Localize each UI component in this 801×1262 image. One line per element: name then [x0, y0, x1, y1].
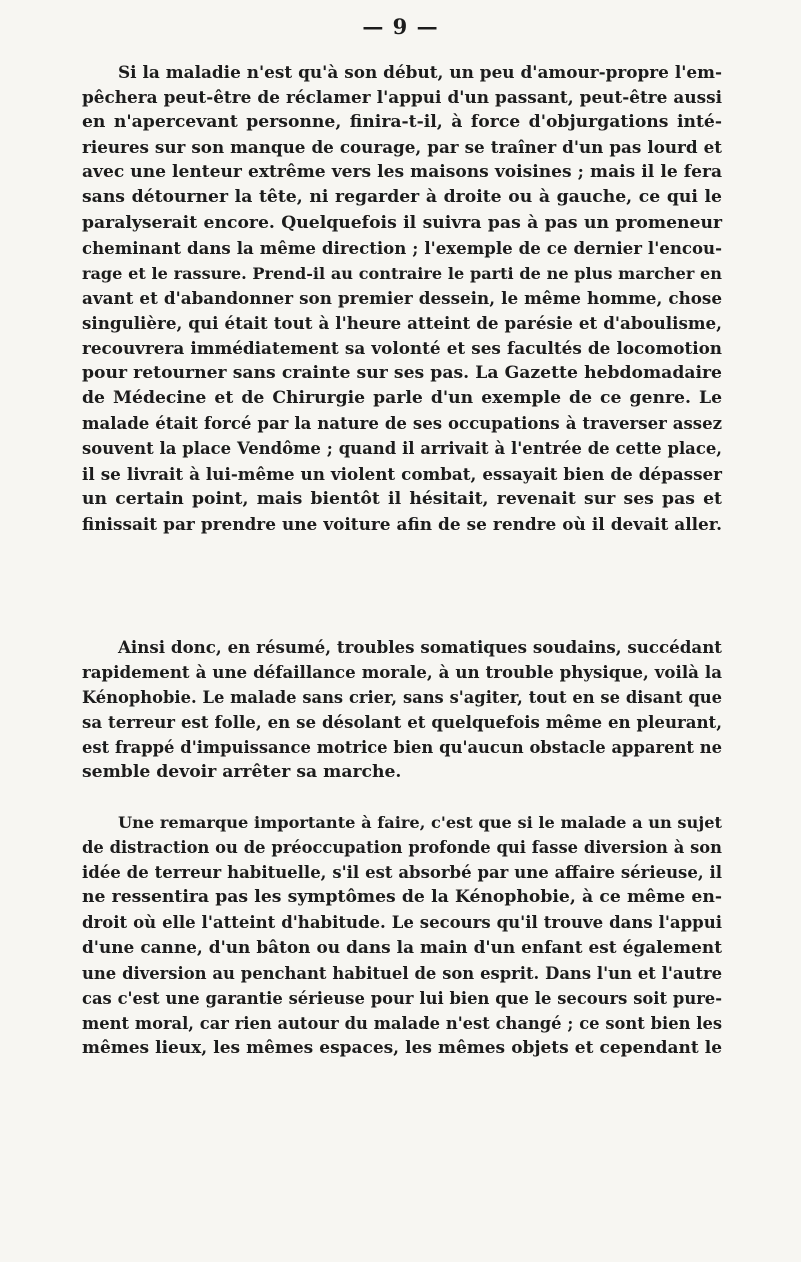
text-line: finissait par prendre une voiture afin de se rendre où il devait aller. [82, 513, 722, 534]
text-line: sans détourner la tête, ni regarder à droite ou à gauche, ce qui le [82, 187, 722, 208]
text-line: Une remarque importante à faire, c'est que si le malade a un sujet [118, 813, 722, 832]
paragraph-1 [82, 60, 722, 537]
text-line: idée de terreur habituelle, s'il est absorbé par une affaire sérieuse, il [82, 863, 722, 883]
text-line: singulière, qui était tout à l'heure atteint de parésie et d'aboulisme, [82, 312, 722, 333]
text-line: ment moral, car rien autour du malade n'est changé ; ce sont bien les [82, 1013, 722, 1033]
text-line: semble devoir arrêter sa marche. [82, 762, 402, 783]
text-line: malade était forcé par la nature de ses occupations à traverser assez [82, 413, 722, 434]
text-line: Si la maladie n'est qu'à son début, un peu d'amour-propre l'em- [118, 62, 722, 82]
text-line: un certain point, mais bientôt il hésitait, revenait sur ses pas et [82, 488, 722, 509]
text-line: droit où elle l'atteint d'habitude. Le secours qu'il trouve dans l'appui [82, 912, 722, 933]
text-line: Ainsi donc, en résumé, troubles somatiques soudains, succédant [118, 637, 722, 657]
text-line: pêchera peut-être de réclamer l'appui d'un passant, peut-être aussi [82, 87, 722, 108]
text-line: sa terreur est folle, en se désolant et quelquefois même en pleurant, [82, 712, 722, 733]
paragraph-2 [82, 635, 722, 786]
text-line: ne ressentira pas les symptômes de la Kénophobie, à ce même en- [82, 887, 722, 908]
text-line: est frappé d'impuissance motrice bien qu'aucun obstacle apparent ne [82, 738, 722, 758]
text-line: il se livrait à lui-même un violent combat, essayait bien de dépasser [82, 463, 722, 484]
text-line: en n'apercevant personne, finira-t-il, à force d'objurgations inté- [82, 112, 722, 133]
text-line: paralyserait encore. Quelquefois il suivra pas à pas un promeneur [82, 212, 722, 233]
page-number: — 9 — [362, 14, 439, 39]
text-line: rage et le rassure. Prend-il au contraire le parti de ne plus marcher en [82, 263, 722, 283]
text-line: une diversion au penchant habituel de son esprit. Dans l'un et l'autre [82, 963, 722, 983]
paragraph-3 [82, 810, 722, 1061]
text-line: Kénophobie. Le malade sans crier, sans s'agiter, tout en se disant que [82, 688, 722, 708]
text-line: avec une lenteur extrême vers les maisons voisines ; mais il le fera [82, 162, 722, 183]
text-line: cheminant dans la même direction ; l'exemple de ce dernier l'encou- [82, 237, 722, 258]
text-line: d'une canne, d'un bâton ou dans la main d'un enfant est également [82, 937, 722, 958]
text-line: rieures sur son manque de courage, par se traîner d'un pas lourd et [82, 137, 722, 158]
text-line: pour retourner sans crainte sur ses pas. La Gazette hebdomadaire [82, 363, 722, 384]
text-line: cas c'est une garantie sérieuse pour lui bien que le secours soit pure- [82, 988, 722, 1008]
text-line: mêmes lieux, les mêmes espaces, les mêmes objets et cependant le [82, 1037, 722, 1058]
text-line: de Médecine et de Chirurgie parle d'un exemple de ce genre. Le [82, 388, 722, 409]
text-line: souvent la place Vendôme ; quand il arrivait à l'entrée de cette place, [82, 439, 722, 459]
text-line: recouvrera immédiatement sa volonté et ses facultés de locomotion [82, 338, 722, 359]
text-line: de distraction ou de préoccupation profonde qui fasse diversion à son [82, 838, 722, 858]
text-line: avant et d'abandonner son premier dessein, le même homme, chose [82, 287, 722, 308]
text-line: rapidement à une défaillance morale, à un trouble physique, voilà la [82, 662, 722, 683]
